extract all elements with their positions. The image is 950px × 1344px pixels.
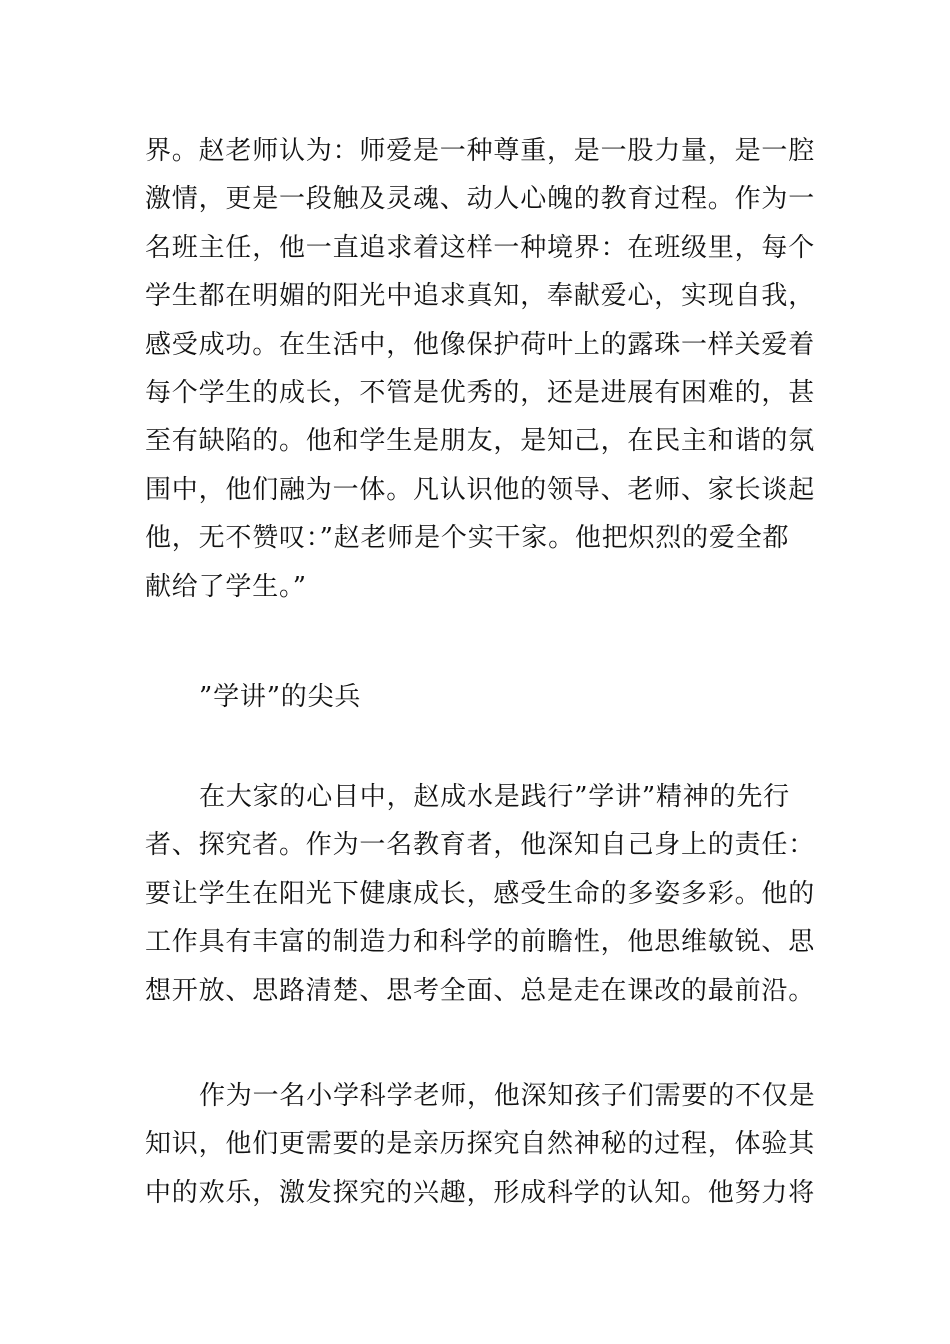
- paragraph-1-line: 每个学生的成长，不管是优秀的，还是进展有困难的，甚: [145, 377, 816, 408]
- paragraph-3-line: 作为一名小学科学老师，他深知孩子们需要的不仅是: [199, 1081, 816, 1111]
- paragraph-3-line: 知识，他们更需要的是亲历探究自然神秘的过程，体验其: [145, 1129, 816, 1160]
- paragraph-2-line: 者、探究者。作为一名教育者，他深知自己身上的责任：: [145, 830, 816, 861]
- paragraph-2-line: 在大家的心目中，赵成水是践行”学讲”精神的先行: [199, 782, 790, 812]
- paragraph-3-line: 中的欢乐，激发探究的兴趣，形成科学的认知。他努力将: [145, 1177, 816, 1208]
- paragraph-3: [145, 1072, 816, 1217]
- paragraph-1: [145, 127, 816, 611]
- paragraph-2: [145, 773, 816, 1015]
- section-heading: ”学讲”的尖兵: [199, 682, 362, 712]
- paragraph-1-line: 至有缺陷的。他和学生是朋友，是知己，在民主和谐的氛: [145, 426, 816, 457]
- paragraph-1-line: 学生都在明媚的阳光中追求真知，奉献爱心，实现自我，: [145, 281, 816, 312]
- paragraph-1-line: 感受成功。在生活中，他像保护荷叶上的露珠一样关爱着: [145, 329, 816, 360]
- paragraph-2-line: 工作具有丰富的制造力和科学的前瞻性，他思维敏锐、思: [145, 927, 816, 958]
- paragraph-1-line: 围中，他们融为一体。凡认识他的领导、老师、家长谈起: [145, 474, 816, 505]
- paragraph-1-line: 激情，更是一段触及灵魂、动人心魄的教育过程。作为一: [145, 184, 816, 215]
- paragraph-2-line: 想开放、思路清楚、思考全面、总是走在课改的最前沿。: [145, 975, 816, 1006]
- section-heading-block: [145, 673, 807, 721]
- paragraph-1-line: 名班主任，他一直追求着这样一种境界：在班级里，每个: [145, 232, 816, 263]
- paragraph-1-line: 界。赵老师认为：师爱是一种尊重，是一股力量，是一腔: [145, 136, 816, 166]
- paragraph-1-line: 献给了学生。”: [145, 571, 307, 602]
- paragraph-1-line: 他，无不赞叹：”赵老师是个实干家。他把炽烈的爱全都: [145, 523, 790, 554]
- paragraph-2-line: 要让学生在阳光下健康成长，感受生命的多姿多彩。他的: [145, 878, 816, 909]
